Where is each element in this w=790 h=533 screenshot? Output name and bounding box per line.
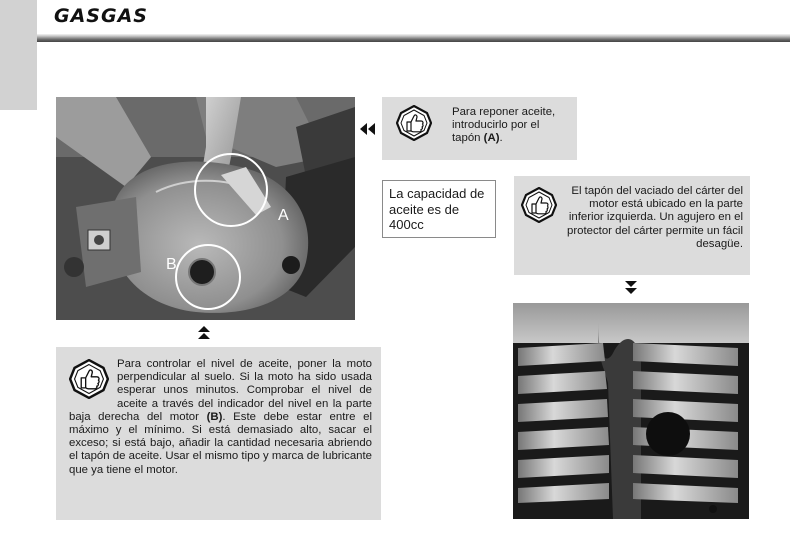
- side-tab: [0, 0, 37, 110]
- thumbs-up-icon: [69, 359, 109, 399]
- note-drain-text: El tapón del vaciado del cárter del motor está ubicado en la parte inferior izquierda. Un agujero en el protector del cárter permite un fácil desagüe.: [514, 176, 750, 251]
- engine-photo: [56, 97, 355, 320]
- thumbs-up-icon: [396, 105, 432, 141]
- double-chevron-left-icon: [360, 123, 376, 135]
- brand-logo: GASGAS: [54, 5, 148, 27]
- note-refill: [382, 97, 577, 160]
- note-refill-text: Para reponer aceite, introducirlo por el tapón (A).: [452, 106, 556, 145]
- capacity-box: La capacidad de aceite es de 400cc: [382, 180, 496, 238]
- double-chevron-up-icon: [198, 326, 210, 340]
- note-level-text: Para controlar el nivel de aceite, poner la moto perpendicular al suelo. Si la moto ha sido usada esperar unos minutos. Comprobar el nivel de aceite a través del indicador del nivel en la parte baja derecha del motor (B). Este debe estar entre el máximo y el mínimo. Si está demasiado alto, sacar el exceso; si está bajo, añadir la cantidad necesaria abriendo el tapón de aceite. Usar el mismo tipo y marca de lubricante que ya tiene el motor.: [69, 358, 372, 476]
- note-drain: [514, 176, 750, 275]
- thumbs-up-icon: [521, 187, 557, 223]
- label-b: B: [166, 256, 177, 273]
- label-a: A: [278, 207, 289, 224]
- header-rule: [37, 34, 790, 42]
- skid-plate-photo: [513, 303, 749, 519]
- note-level: [56, 347, 381, 520]
- double-chevron-down-icon: [625, 281, 637, 295]
